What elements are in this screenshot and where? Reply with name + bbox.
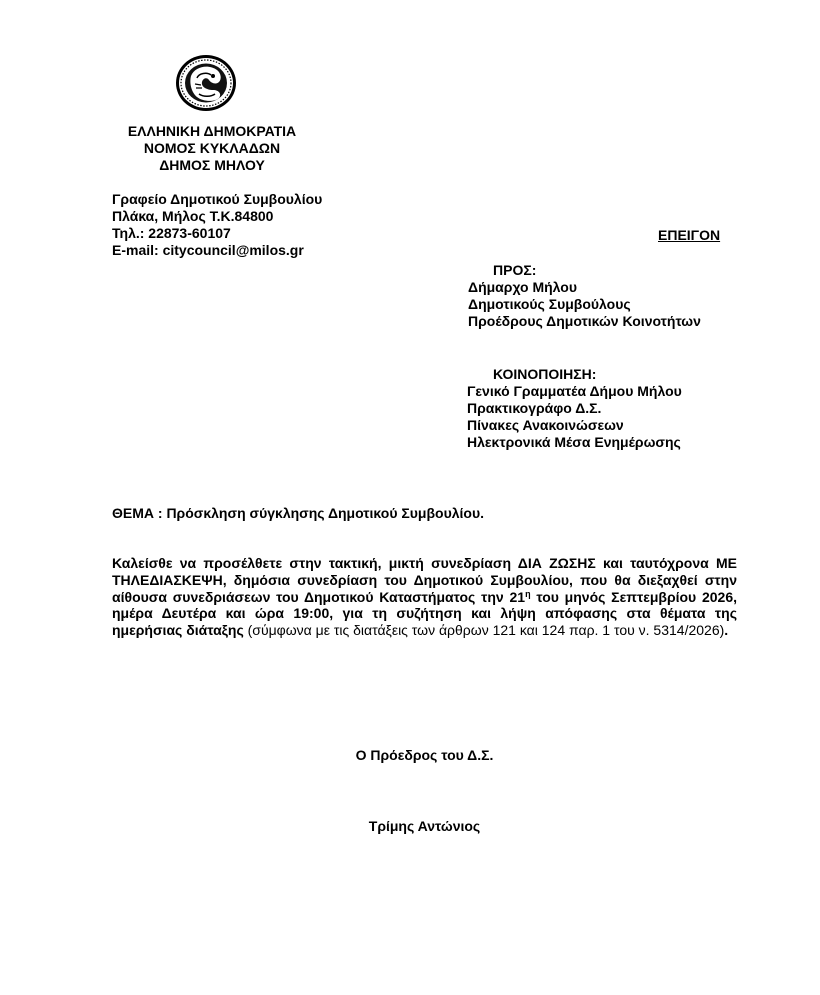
recipient-item: Δημοτικούς Συμβούλους (468, 296, 631, 312)
notification-list (467, 383, 682, 451)
recipients-list (468, 279, 701, 330)
subject-line: ΘΕΜΑ : Πρόσκληση σύγκλησης Δημοτικού Συμβουλίου. (112, 505, 484, 521)
body-main-text: Καλείσθε να προσέλθετε στην τακτική, μικτή συνεδρίαση ΔΙΑ ΖΩΣΗΣ και ταυτόχρονα ΜΕ ΤΗΛΕΔΙΑΣΚΕΨΗ, δημόσια συνεδρίαση του Δημοτικού Συμβουλίου, που θα διεξαχθεί στην αίθουσα συνεδριάσεων του Δημοτικού Καταστήματος την 21 (112, 555, 737, 605)
body-paragraph (112, 555, 737, 639)
ordinal-suffix: η (525, 588, 531, 599)
header-country: ΕΛΛΗΝΙΚΗ ΔΗΜΟΚΡΑΤΙΑ (127, 123, 297, 139)
office-email: E-mail: citycouncil@milos.gr (112, 242, 304, 258)
office-phone: Τηλ.: 22873-60107 (112, 225, 231, 241)
notification-item: Ηλεκτρονικά Μέσα Ενημέρωσης (467, 434, 681, 450)
signer-title: Ο Πρόεδρος του Δ.Σ. (355, 747, 494, 763)
office-address: Πλάκα, Μήλος Τ.Κ.84800 (112, 208, 274, 224)
notification-label: ΚΟΙΝΟΠΟΙΗΣΗ: (493, 366, 597, 382)
recipient-item: Δήμαρχο Μήλου (468, 279, 577, 295)
header-municipality: ΔΗΜΟΣ ΜΗΛΟΥ (159, 157, 265, 173)
body-ending: . (724, 622, 729, 639)
office-info (112, 191, 322, 259)
notification-item: Γενικό Γραμματέα Δήμου Μήλου (467, 383, 682, 399)
municipal-seal-icon (175, 54, 237, 112)
signer-name: Τρίμης Αντώνιος (368, 818, 481, 834)
legal-reference: (σύμφωνα με τις διατάξεις των άρθρων 121 και 124 παρ. 1 του ν. 5314/2026) (243, 622, 725, 639)
notification-item: Πίνακες Ανακοινώσεων (467, 417, 624, 433)
header-prefecture: ΝΟΜΟΣ ΚΥΚΛΑΔΩΝ (143, 140, 281, 156)
office-name: Γραφείο Δημοτικού Συμβουλίου (112, 191, 323, 207)
notification-item: Πρακτικογράφο Δ.Σ. (467, 400, 602, 416)
urgency-mark: ΕΠΕΙΓΟΝ (658, 227, 721, 243)
body-date-agenda-text: του μηνός Σεπτεμβρίου 2026, ημέρα Δευτέρα και ώρα 19:00, για τη συζήτηση και λήψη απόφασης στα θέματα της ημερήσιας διάταξης (112, 588, 738, 639)
recipients-label: ΠΡΟΣ: (493, 262, 537, 278)
recipient-item: Προέδρους Δημοτικών Κοινοτήτων (468, 313, 701, 329)
